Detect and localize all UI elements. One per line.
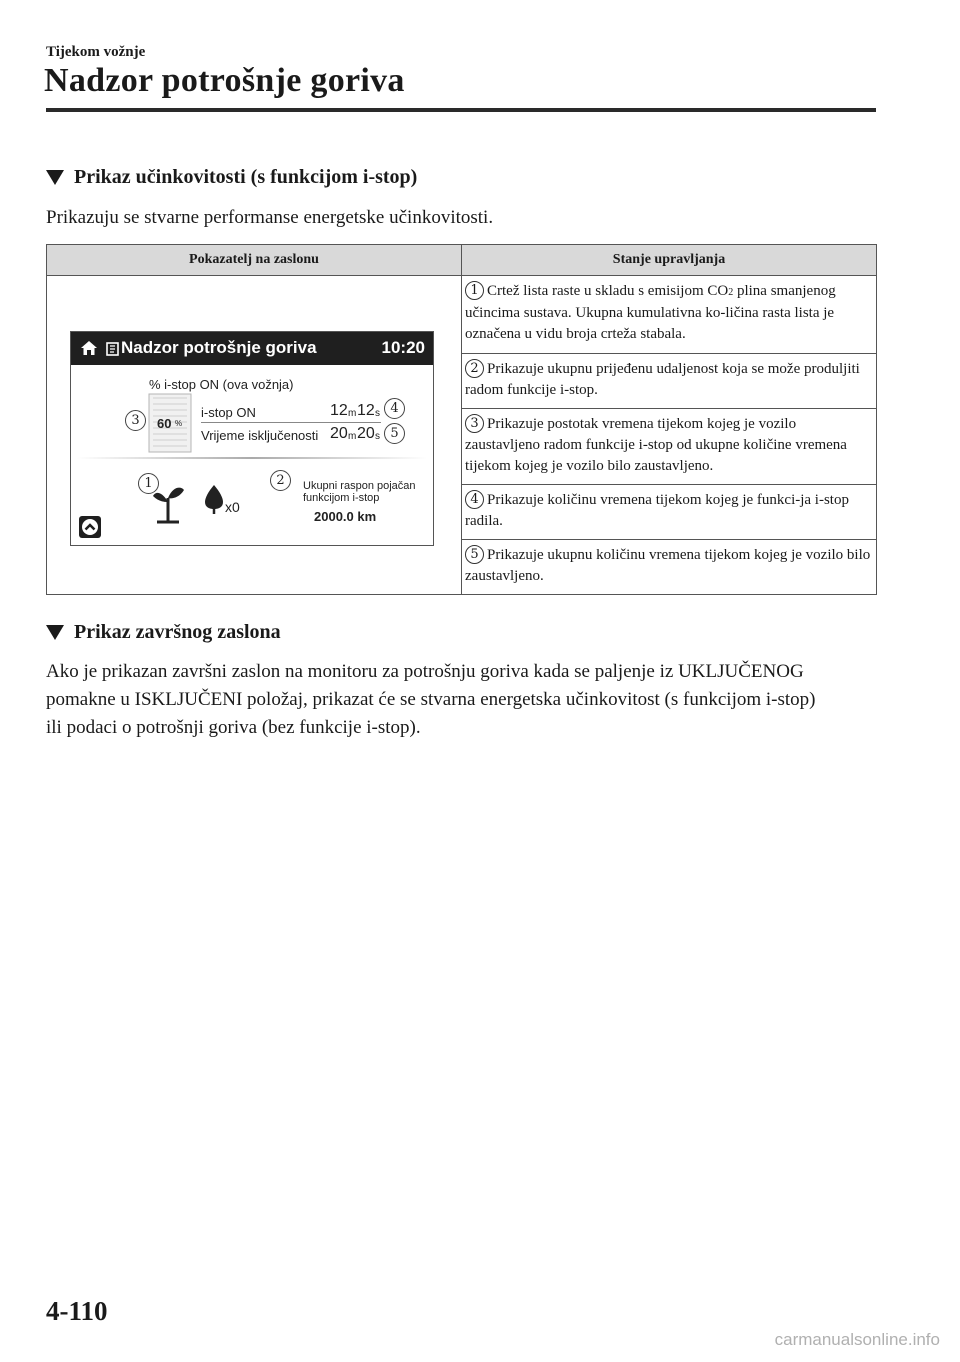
callout-2: 2 — [270, 470, 291, 491]
heading-text: Prikaz učinkovitosti (s funkcijom i-stop) — [74, 166, 418, 188]
table-header-state: Stanje upravljanja — [462, 245, 877, 276]
page-number: 4-110 — [46, 1296, 108, 1326]
description-cell-1: 1 Crtež lista raste u skladu s emisijom CO2 plina smanjenog učincima sustava. Ukupna kumulativna ko-ličina rasta lista je označena u vidu broja crteža stabala. — [462, 276, 877, 354]
screen-divider — [77, 457, 427, 459]
screen-title: Nadzor potrošnje goriva — [121, 338, 317, 357]
callout-3: 3 — [125, 410, 146, 431]
home-icon — [80, 340, 98, 356]
table-header-row — [47, 245, 877, 276]
title-rule — [46, 108, 876, 112]
istop-on-seconds: 12 — [357, 402, 375, 419]
display-cell — [47, 276, 462, 595]
scroll-up-button[interactable] — [79, 516, 101, 538]
callout-1: 1 — [138, 473, 159, 494]
stop-time-m-unit: m — [348, 431, 357, 442]
triangle-bullet-icon — [46, 170, 64, 185]
chevron-up-icon — [79, 516, 101, 538]
istop-percent-label: % i-stop ON (ova vožnja) — [149, 377, 294, 392]
gauge-value: 60 — [157, 416, 172, 431]
section-heading-final-screen — [46, 621, 281, 644]
heading-text: Prikaz završnog zaslona — [74, 621, 281, 643]
screen-header — [71, 332, 433, 365]
item-number: 1 — [465, 281, 484, 300]
callout-4: 4 — [384, 398, 405, 419]
istop-on-underline — [201, 422, 381, 423]
stop-time-minutes: 20 — [330, 425, 348, 442]
section-label: Tijekom vožnje — [46, 44, 146, 60]
description-cell-4: 4 Prikazuje količinu vremena tijekom kojeg je funkci-ja i-stop radila. — [462, 485, 877, 540]
item-number: 3 — [465, 414, 484, 433]
istop-on-minutes: 12 — [330, 402, 348, 419]
final-screen-paragraph: Ako je prikazan završni zaslon na monitoru za potrošnju goriva kada se paljenje iz UKLJUČENOG pomakne u ISKLJUČENI položaj, prikazat će se stvarna energetska učinkovitost (s funkcijom i-stop) ili podaci o potrošnji goriva (bez funkcije i-stop). — [46, 661, 816, 738]
screen-clock: 10:20 — [381, 338, 425, 357]
description-cell-2: 2 Prikazuje ukupnu prijeđenu udaljenost koja se može produljiti radom funkcije i-stop. — [462, 354, 877, 409]
range-label-line1: Ukupni raspon pojačan — [303, 480, 416, 492]
triangle-bullet-icon — [46, 625, 64, 640]
watermark: carmanualsonline.info — [774, 1330, 940, 1349]
table-header-display: Pokazatelj na zaslonu — [47, 245, 462, 276]
info-table — [46, 244, 877, 595]
tree-count: x0 — [225, 499, 240, 515]
callout-5: 5 — [384, 423, 405, 444]
range-label-line2: funkcijom i-stop — [303, 492, 380, 504]
item-number: 2 — [465, 359, 484, 378]
range-value: 2000.0 km — [314, 509, 377, 524]
page-title: Nadzor potrošnje goriva — [44, 62, 405, 99]
istop-on-m-unit: m — [348, 408, 357, 419]
manual-book-icon — [106, 342, 119, 356]
item-number: 4 — [465, 490, 484, 509]
stop-time-label: Vrijeme isključenosti — [201, 428, 319, 443]
intro-paragraph: Prikazuju se stvarne performanse energetske učinkovitosti. — [46, 207, 494, 228]
fuel-monitor-screen — [70, 331, 434, 546]
section-heading-efficiency — [46, 166, 417, 189]
description-cell-3: 3 Prikazuje postotak vremena tijekom kojeg je vozilo zaustavljeno radom funkcije i-stop od ukupne količine vremena tijekom kojeg je vozilo bilo zaustavljeno. — [462, 409, 877, 485]
item-number: 5 — [465, 545, 484, 564]
istop-on-s-unit: s — [375, 408, 380, 419]
tree-icon — [204, 484, 224, 514]
istop-on-label: i-stop ON — [201, 405, 256, 420]
stop-time-s-unit: s — [375, 431, 380, 442]
table-row — [47, 276, 877, 354]
description-cell-5: 5 Prikazuje ukupnu količinu vremena tijekom kojeg je vozilo bilo zaustavljeno. — [462, 540, 877, 595]
stop-time-seconds: 20 — [357, 425, 375, 442]
gauge-unit: % — [175, 419, 183, 428]
